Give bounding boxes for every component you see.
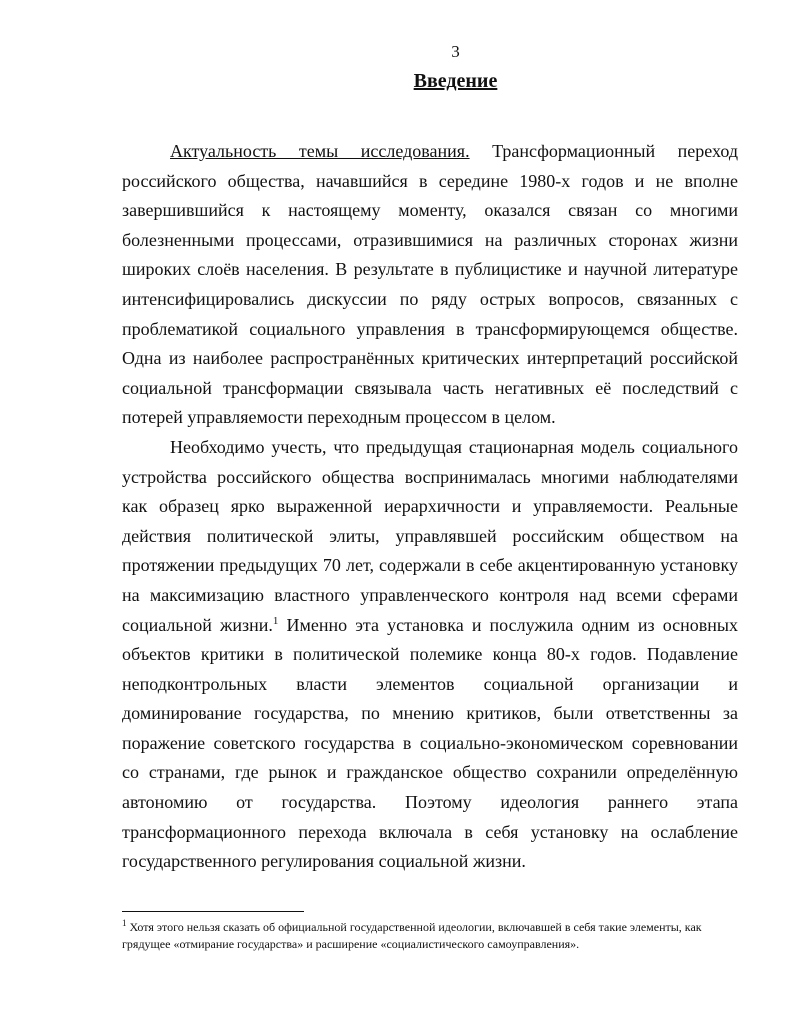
page-title: Введение [413,70,498,92]
footnote [122,919,732,953]
footnote-reference: 1 [272,614,279,627]
paragraph-relevance [122,137,738,433]
previous-model-text-after-ref: Именно эта установка и послужила одним из основных объектов критики в политической полемике конца 80-х годов. Подавление неподконтрольных власти элементов социальной организации и доминирование государства, по мнению критиков, были ответственны за поражение советского государства в социально-экономическом соревновании со странами, где рынок и гражданское общество сохранили определённую автономию от государства. Поэтому идеология раннего этапа трансформационного перехода включала в себя установку на ослабление государственного регулирования социальной жизни. [122,614,738,872]
footnote-divider [122,911,304,912]
footnote-text: Хотя этого нельзя сказать об официальной государственной идеологии, включавшей в себя такие элементы, как грядущее «отмирание государства» и расширение «социалистического самоуправления». [122,920,702,951]
previous-model-text-before-ref: Необходимо учесть, что предыдущая стационарная модель социального устройства российского общества воспринималась многими наблюдателями как образец ярко выраженной иерархичности и управляемости. Реальные действия политической элиты, управлявшей российским обществом на протяжении предыдущих 70 лет, содержали в себе акцентированную установку на максимизацию властного управленческого контроля над всеми сферами социальной жизни. [122,436,738,635]
body-text [122,137,738,877]
footnote-mark: 1 [122,918,127,928]
relevance-lead: Актуальность темы исследования. [170,141,470,161]
page-number: 3 [451,42,460,61]
paragraph-previous-model [122,433,738,877]
relevance-text: Трансформационный переход российского общества, начавшийся в середине 1980-х годов и не вполне завершившийся к настоящему моменту, оказался связан со многими болезненными процессами, отразившимися на различных сторонах жизни широких слоёв населения. В результате в публицистике и научной литературе интенсифицировались дискуссии по ряду острых вопросов, связанных с проблематикой социального управления в трансформирующемся обществе. Одна из наиболее распространённых критических интерпретаций российской социальной трансформации связывала часть негативных её последствий с потерей управляемости переходным процессом в целом. [122,141,738,428]
